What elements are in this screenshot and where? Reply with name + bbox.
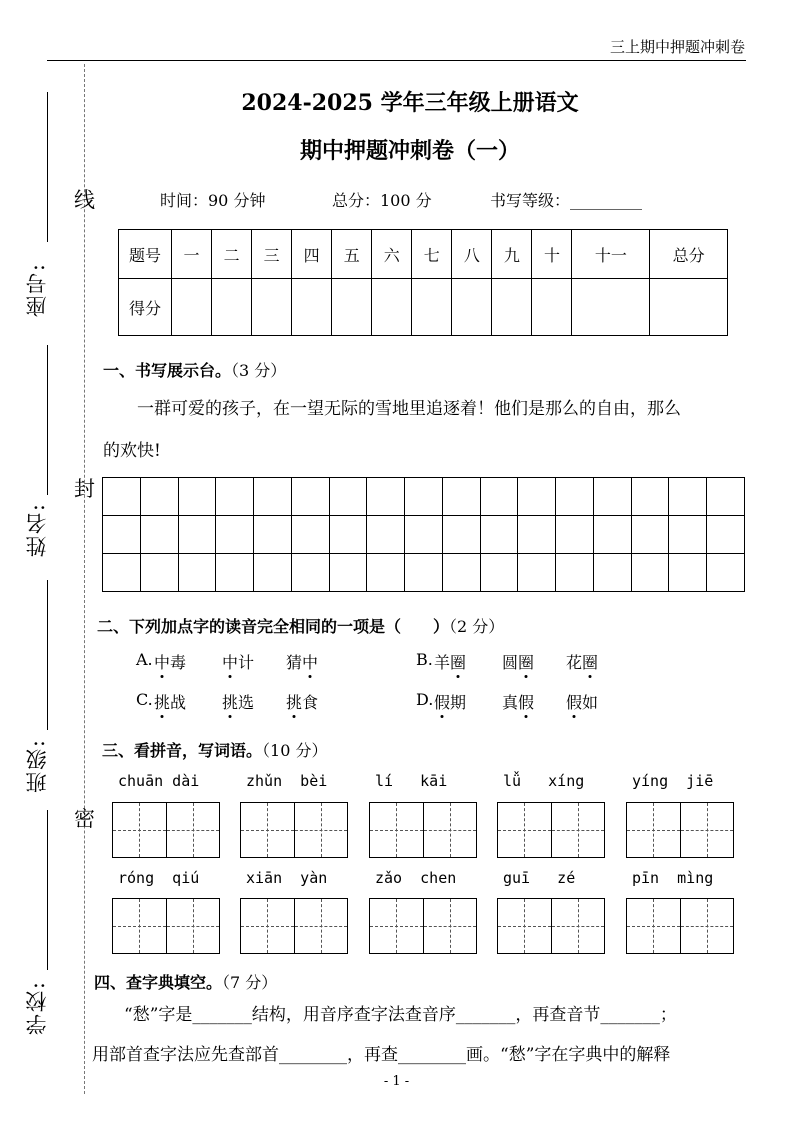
dotted-char: 挑 [222,690,238,713]
score-row-label: 得分 [119,279,172,336]
tian-grid-box[interactable] [369,802,477,858]
writing-grid-cell[interactable] [141,516,179,554]
pinyin-label: xiān yàn [246,869,328,887]
page-title-line1: 2024-2025 学年三年级上册语文 [241,90,579,116]
writing-grid-cell[interactable] [669,516,707,554]
writing-grid-cell[interactable] [707,516,745,554]
tian-grid-cell[interactable] [295,803,348,857]
header-rule [47,60,746,61]
score-table-cell: 七 [412,230,452,279]
writing-grid-cell[interactable] [330,478,368,516]
pinyin-label: pīn mìng [632,869,714,887]
option-word: 挑战 [154,690,186,713]
writing-grid-cell[interactable] [405,554,443,592]
score-table-cell: 十 [532,230,572,279]
tian-grid-cell[interactable] [627,899,681,953]
tian-grid-box[interactable] [240,802,348,858]
score-table [118,229,728,336]
writing-grade-field[interactable]: 书写等级：_________ [490,191,643,210]
section3-title: 三、看拼音，写词语。 [102,741,263,760]
score-input-cell[interactable] [452,279,492,336]
writing-grid-cell[interactable] [141,478,179,516]
dotted-char: 圈 [450,650,466,673]
section3-heading [102,738,327,761]
section2-points: （2 分） [449,617,505,636]
writing-grid-cell[interactable] [216,554,254,592]
exam-time: 时间：90 分钟 [160,191,266,210]
score-input-cell[interactable] [172,279,212,336]
school-label: 学校: [25,980,49,1036]
tian-grid-cell[interactable] [498,803,552,857]
tian-grid-cell[interactable] [113,803,167,857]
tian-grid-cell[interactable] [113,899,167,953]
dotted-char: 中 [302,650,318,673]
writing-grid-cell[interactable] [367,516,405,554]
option-word: 挑食 [286,690,318,713]
section1-text-line1: 一群可爱的孩子，在一望无际的雪地里追逐着！他们是那么的自由，那么 [137,399,681,419]
score-table-cell: 二 [212,230,252,279]
dotted-char: 假 [566,690,582,713]
section4-heading [94,970,277,993]
dotted-char: 挑 [286,690,302,713]
dotted-char: 中 [154,650,170,673]
writing-grid-cell[interactable] [481,554,519,592]
score-input-cell[interactable] [252,279,292,336]
tian-grid-box[interactable] [497,898,605,954]
writing-grid[interactable] [102,477,745,592]
writing-grid-cell[interactable] [405,478,443,516]
pinyin-label: lí kāi [375,772,448,790]
tian-grid-cell[interactable] [241,899,295,953]
score-table-cell: 五 [332,230,372,279]
writing-grid-cell[interactable] [669,478,707,516]
writing-grid-cell[interactable] [216,516,254,554]
score-input-cell[interactable] [572,279,650,336]
writing-grid-cell[interactable] [594,516,632,554]
writing-grid-cell[interactable] [632,478,670,516]
tian-grid-cell[interactable] [295,899,348,953]
option-word: 真假 [502,690,534,713]
tian-grid-box[interactable] [112,898,220,954]
dotted-char: 挑 [154,690,170,713]
option-word: 花圈 [566,650,598,673]
exam-total-score: 总分：100 分 [332,191,432,210]
page-title-line2: 期中押题冲刺卷（一） [299,138,520,164]
writing-grid-cell[interactable] [179,478,217,516]
binding-dashed-line [84,64,85,1094]
dotted-char: 假 [518,690,534,713]
score-input-cell[interactable] [412,279,452,336]
pinyin-label: lǚ xíng [503,772,585,790]
pinyin-label: zhǔn bèi [246,772,328,790]
pinyin-label: guī zé [503,869,576,887]
seal-char-mi: 密 [74,807,95,831]
writing-grid-cell[interactable] [292,554,330,592]
pinyin-label: róng qiú [118,869,200,887]
score-input-cell[interactable] [532,279,572,336]
score-input-cell[interactable] [212,279,252,336]
score-input-cell[interactable] [292,279,332,336]
writing-grid-cell[interactable] [481,478,519,516]
tian-grid-cell[interactable] [167,803,220,857]
class-line [47,580,48,730]
writing-grid-cell[interactable] [405,516,443,554]
tian-grid-cell[interactable] [681,803,734,857]
tian-grid-cell[interactable] [681,899,734,953]
writing-grid-cell[interactable] [292,516,330,554]
option-prefix: C. [136,690,153,709]
dotted-char: 中 [222,650,238,673]
section1-heading [103,358,286,381]
tian-grid-box[interactable] [369,898,477,954]
tian-grid-cell[interactable] [498,899,552,953]
writing-grid-cell[interactable] [103,554,141,592]
tian-grid-cell[interactable] [552,803,605,857]
score-input-cell[interactable] [492,279,532,336]
writing-grid-cell[interactable] [103,516,141,554]
tian-grid-box[interactable] [497,802,605,858]
option-word: 中毒 [154,650,186,673]
score-input-cell[interactable] [372,279,412,336]
score-table-cell: 六 [372,230,412,279]
writing-grid-cell[interactable] [556,516,594,554]
tian-grid-cell[interactable] [370,803,424,857]
tian-grid-box[interactable] [240,898,348,954]
tian-grid-cell[interactable] [552,899,605,953]
writing-grid-cell[interactable] [254,554,292,592]
writing-grid-cell[interactable] [216,478,254,516]
writing-grid-cell[interactable] [367,554,405,592]
tian-grid-box[interactable] [626,898,734,954]
writing-grid-cell[interactable] [707,554,745,592]
tian-grid-box[interactable] [626,802,734,858]
writing-grid-cell[interactable] [141,554,179,592]
writing-grid-cell[interactable] [179,554,217,592]
dotted-char: 假 [434,690,450,713]
writing-grid-cell[interactable] [669,554,707,592]
option-prefix: B. [416,650,433,669]
class-label: 班级: [25,738,49,794]
tian-grid-cell[interactable] [167,899,220,953]
option-prefix: A. [136,650,153,669]
dotted-char: 圈 [518,650,534,673]
writing-grid-cell[interactable] [632,516,670,554]
writing-grid-cell[interactable] [443,554,481,592]
page-number: - 1 - [383,1074,410,1089]
tian-grid-box[interactable] [112,802,220,858]
pinyin-label: zǎo chen [375,869,457,887]
score-table-cell: 九 [492,230,532,279]
option-word: 羊圈 [434,650,466,673]
writing-grid-cell[interactable] [707,478,745,516]
header-title: 三上期中押题冲刺卷 [609,38,745,56]
seat-label: 座号: [25,262,49,318]
section4-line1: “愁”字是_______结构，用音序查字法查音序_______，再查音节_______； [124,1005,677,1025]
writing-grid-cell[interactable] [103,478,141,516]
score-input-cell[interactable] [650,279,728,336]
seal-char-xian: 线 [74,188,95,212]
tian-grid-cell[interactable] [370,899,424,953]
writing-grid-cell[interactable] [330,554,368,592]
writing-grid-cell[interactable] [443,516,481,554]
writing-grid-cell[interactable] [481,516,519,554]
writing-grid-cell[interactable] [254,478,292,516]
score-table-cell: 三 [252,230,292,279]
tian-grid-cell[interactable] [241,803,295,857]
writing-grid-cell[interactable] [254,516,292,554]
tian-grid-cell[interactable] [424,803,477,857]
writing-grid-cell[interactable] [518,554,556,592]
writing-grid-cell[interactable] [556,478,594,516]
score-table-cell: 八 [452,230,492,279]
writing-grid-cell[interactable] [330,516,368,554]
score-table-cell: 十一 [572,230,650,279]
seal-char-feng: 封 [74,477,95,501]
writing-grid-cell[interactable] [518,478,556,516]
section4-points: （7 分） [222,973,278,992]
score-table-cell: 四 [292,230,332,279]
score-table-score-row [119,279,728,336]
option-word: 挑选 [222,690,254,713]
writing-grid-cell[interactable] [292,478,330,516]
writing-grid-cell[interactable] [556,554,594,592]
writing-grid-cell[interactable] [594,554,632,592]
section1-text-line2: 的欢快! [103,441,161,461]
score-table-cell: 一 [172,230,212,279]
tian-grid-cell[interactable] [424,899,477,953]
writing-grid-cell[interactable] [443,478,481,516]
section4-title: 四、查字典填空。 [94,973,223,992]
writing-grid-cell[interactable] [518,516,556,554]
name-label: 姓名: [25,502,49,558]
section3-points: （10 分） [262,741,328,760]
writing-grid-cell[interactable] [632,554,670,592]
pinyin-label: yíng jiē [632,772,714,790]
option-word: 假如 [566,690,598,713]
score-table-header-row [119,230,728,279]
section2-heading [97,614,504,637]
score-table-cell: 题号 [119,230,172,279]
section2-title: 二、下列加点字的读音完全相同的一项是（ ） [97,617,450,636]
score-table-cell: 总分 [650,230,728,279]
tian-grid-cell[interactable] [627,803,681,857]
name-line [47,345,48,495]
option-prefix: D. [416,690,434,709]
writing-grid-cell[interactable] [594,478,632,516]
pinyin-label: chuān dài [118,772,200,790]
writing-grid-cell[interactable] [179,516,217,554]
option-word: 中计 [222,650,254,673]
school-line [47,810,48,970]
writing-grid-cell[interactable] [367,478,405,516]
section4-line2: 用部首查字法应先查部首________，再查________画。“愁”字在字典中的解释 [92,1045,671,1065]
option-word: 假期 [434,690,466,713]
section1-title: 一、书写展示台。 [103,361,232,380]
score-input-cell[interactable] [332,279,372,336]
dotted-char: 圈 [582,650,598,673]
option-word: 圆圈 [502,650,534,673]
section1-points: （3 分） [231,361,287,380]
option-word: 猜中 [286,650,318,673]
